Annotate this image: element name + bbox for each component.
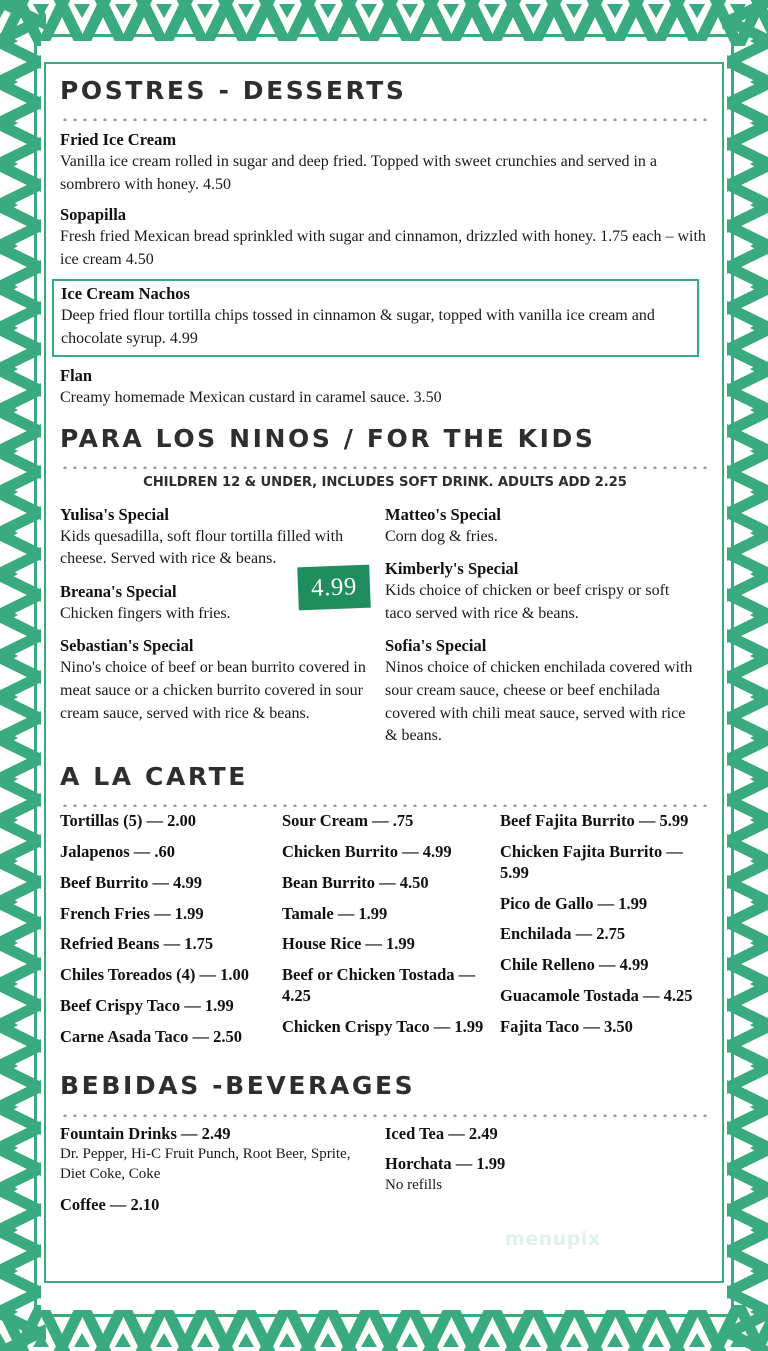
chevron-shape [0,1333,46,1351]
item-description: No refills [385,1176,443,1193]
item-name: Coffee — 2.10 [60,1194,160,1214]
section-beverages [60,1073,710,1215]
item-description: Deep fried flour tortilla chips tossed in cinnamon & sugar, topped with vanilla ice cream and chocolate syrup. 4.99 [61,307,655,347]
a-la-carte-line: Fajita Taco — 3.50 [500,1016,633,1036]
highlighted-menu-item [52,279,699,357]
dotted-divider [60,1107,710,1117]
item-name: Flan [60,366,93,386]
item-description: Nino's choice of beef or bean burrito covered in meat sauce or a chicken burrito covered in sour cream sauce, served with rice & beans. [60,659,366,722]
a-la-carte-line: House Rice — 1.99 [282,934,415,954]
menu-item [60,205,710,271]
item-name: Sebastian's Special [60,636,194,656]
section-desserts [60,78,710,410]
beverages-columns [60,1121,710,1215]
beverages-column-left [60,1121,385,1215]
beverages-column-right [385,1121,710,1215]
item-description: Kids choice of chicken or beef crispy or soft taco served with rice & beans. [385,582,670,622]
menu-content [60,78,710,1215]
item-name: Iced Tea — 2.49 [385,1123,498,1143]
a-la-carte-line: Beef Crispy Taco — 1.99 [60,995,234,1015]
kids-column-right [385,494,710,748]
item-name: Fountain Drinks — 2.49 [60,1123,231,1143]
a-la-carte-line: Chile Relleno — 4.99 [500,955,649,975]
item-name: Ice Cream Nachos [61,284,190,304]
beverage-item [60,1194,369,1215]
a-la-carte-line: Sour Cream — .75 [282,811,414,831]
a-la-carte-columns [60,811,710,1057]
beverage-item [385,1153,694,1195]
a-la-carte-line: Enchilada — 2.75 [500,924,626,944]
a-la-carte-line: Tamale — 1.99 [282,903,388,923]
a-la-carte-line: Beef Burrito — 4.99 [60,872,203,892]
a-la-carte-line: Pico de Gallo — 1.99 [500,893,648,913]
kids-columns [60,494,710,748]
menu-item [60,366,710,409]
section-title-a-la-carte: A LA CARTE [60,761,248,791]
a-la-carte-column-1 [60,811,282,1057]
item-description: Creamy homemade Mexican custard in caramel sauce. 3.50 [60,389,442,407]
a-la-carte-line: Chicken Crispy Taco — 1.99 [282,1016,484,1036]
menu-item [385,505,694,548]
a-la-carte-line: Chicken Fajita Burrito — 5.99 [500,841,683,882]
item-description: Kids quesadilla, soft flour tortilla filled with cheese. Served with rice & beans. [60,527,344,568]
a-la-carte-column-3 [500,811,710,1057]
a-la-carte-line: Tortillas (5) — 2.00 [60,811,196,831]
item-name: Horchata — 1.99 [385,1154,506,1174]
item-name: Yulisa's Special [60,505,169,525]
item-name: Fried Ice Cream [60,130,177,150]
a-la-carte-line: Bean Burrito — 4.50 [282,872,429,892]
menu-item [385,559,694,625]
beverage-item [60,1123,369,1185]
section-kids [60,423,710,748]
item-name: Breana's Special [60,582,177,602]
section-a-la-carte [60,761,710,1058]
item-description: Corn dog & fries. [385,527,498,545]
dotted-divider [60,797,710,807]
menu-item [60,505,369,571]
kids-subtitle: CHILDREN 12 & UNDER, INCLUDES SOFT DRINK. ADULTS ADD 2.25 [143,475,627,491]
a-la-carte-line: Carne Asada Taco — 2.50 [60,1026,242,1046]
menu-item [60,636,369,725]
a-la-carte-line: Guacamole Tostada — 4.25 [500,985,693,1005]
kids-column-left [60,494,385,748]
a-la-carte-line: Beef or Chicken Tostada — 4.25 [282,965,476,1005]
a-la-carte-line: Jalapenos — .60 [60,841,176,861]
a-la-carte-line: Chicken Burrito — 4.99 [282,841,452,861]
a-la-carte-column-2 [282,811,500,1057]
item-description: Dr. Pepper, Hi-C Fruit Punch, Root Beer, Sprite, Diet Coke, Coke [60,1146,351,1183]
kids-price-badge: 4.99 [297,565,371,611]
beverage-item [385,1123,694,1144]
section-title-beverages: BEBIDAS -BEVERAGES [60,1071,416,1101]
item-description: Chicken fingers with fries. [60,604,231,622]
a-la-carte-line: Chiles Toreados (4) — 1.00 [60,965,250,985]
a-la-carte-line: Beef Fajita Burrito — 5.99 [500,811,689,831]
menu-item [60,130,710,196]
section-title-kids: PARA LOS NINOS / FOR THE KIDS [60,423,596,453]
item-description: Vanilla ice cream rolled in sugar and deep fried. Topped with sweet crunchies and served in a sombrero with honey. 4.50 [60,152,658,193]
chevron-shape [722,1333,768,1351]
dotted-divider [60,459,710,469]
menu-item [385,636,694,748]
item-description: Ninos choice of chicken enchilada covered with sour cream sauce, cheese or beef enchilada covered with chili meat sauce, served with rice & beans. [385,659,693,745]
item-name: Sofia's Special [385,636,487,656]
section-title-desserts: POSTRES - DESSERTS [60,76,407,105]
item-name: Kimberly's Special [385,559,519,579]
item-description: Fresh fried Mexican bread sprinkled with sugar and cinnamon, drizzled with honey. 1.75 each – with ice cream 4.50 [60,227,706,268]
item-name: Matteo's Special [385,505,501,525]
watermark: menupix [505,1228,601,1250]
dotted-divider [60,111,710,121]
a-la-carte-line: French Fries — 1.99 [60,903,204,923]
item-name: Sopapilla [60,205,127,225]
a-la-carte-line: Refried Beans — 1.75 [60,934,214,954]
